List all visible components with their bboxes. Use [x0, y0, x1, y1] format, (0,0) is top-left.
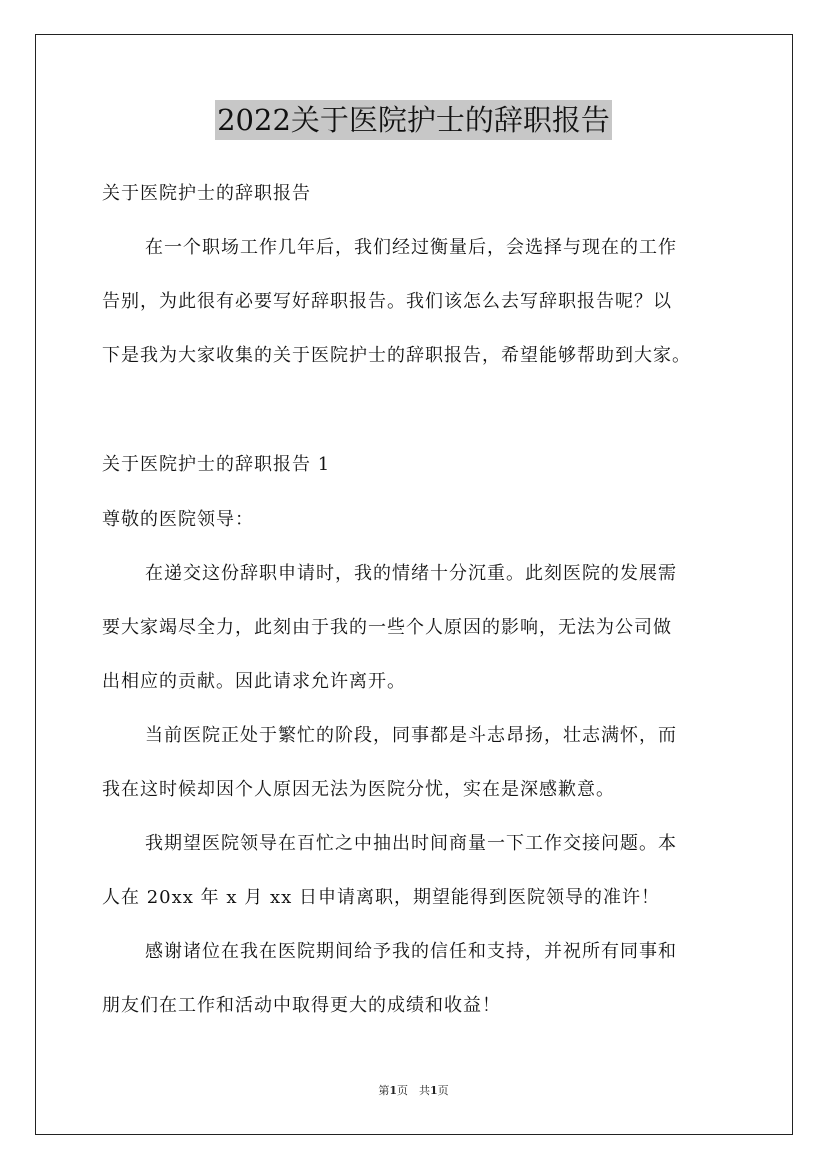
- salutation: 尊敬的医院领导：: [102, 509, 254, 530]
- intro-line-2: 告别，为此很有必要写好辞职报告。我们该怎么去写辞职报告呢？以: [102, 291, 672, 312]
- body-line-2: 要大家竭尽全力，此刻由于我的一些个人原因的影响，无法为公司做: [102, 617, 672, 638]
- footer-page-prefix: 第: [378, 1084, 390, 1097]
- title-block: [0, 100, 827, 140]
- footer-page-number: 1: [389, 1084, 397, 1097]
- body-line-1: 在递交这份辞职申请时，我的情绪十分沉重。此刻医院的发展需: [145, 563, 677, 584]
- page-footer: [0, 1083, 827, 1099]
- body-line-6: 我期望医院领导在百忙之中抽出时间商量一下工作交接问题。本: [145, 833, 677, 854]
- body-line-7: 人在 20xx 年 x 月 xx 日申请离职，期望能得到医院领导的准许！: [102, 887, 660, 908]
- body-line-4: 当前医院正处于繁忙的阶段，同事都是斗志昂扬，壮志满怀，而: [145, 725, 677, 746]
- body-line-5: 我在这时候却因个人原因无法为医院分忧，实在是深感歉意。: [102, 779, 615, 800]
- section-heading: 关于医院护士的辞职报告 1: [102, 454, 331, 475]
- body-line-9: 朋友们在工作和活动中取得更大的成绩和收益！: [102, 995, 501, 1016]
- footer-page-total: 1: [430, 1084, 438, 1097]
- intro-line-3: 下是我为大家收集的关于医院护士的辞职报告，希望能够帮助到大家。: [102, 345, 691, 366]
- document-title: 2022关于医院护士的辞职报告: [215, 100, 612, 140]
- intro-line-1: 在一个职场工作几年后，我们经过衡量后，会选择与现在的工作: [145, 237, 677, 258]
- footer-page-mid: 页 共: [397, 1084, 430, 1097]
- body-line-3: 出相应的贡献。因此请求允许离开。: [102, 671, 406, 692]
- footer-page-suffix: 页: [437, 1084, 449, 1097]
- body-line-8: 感谢诸位在我在医院期间给予我的信任和支持，并祝所有同事和: [145, 941, 677, 962]
- document-subtitle: 关于医院护士的辞职报告: [102, 183, 311, 204]
